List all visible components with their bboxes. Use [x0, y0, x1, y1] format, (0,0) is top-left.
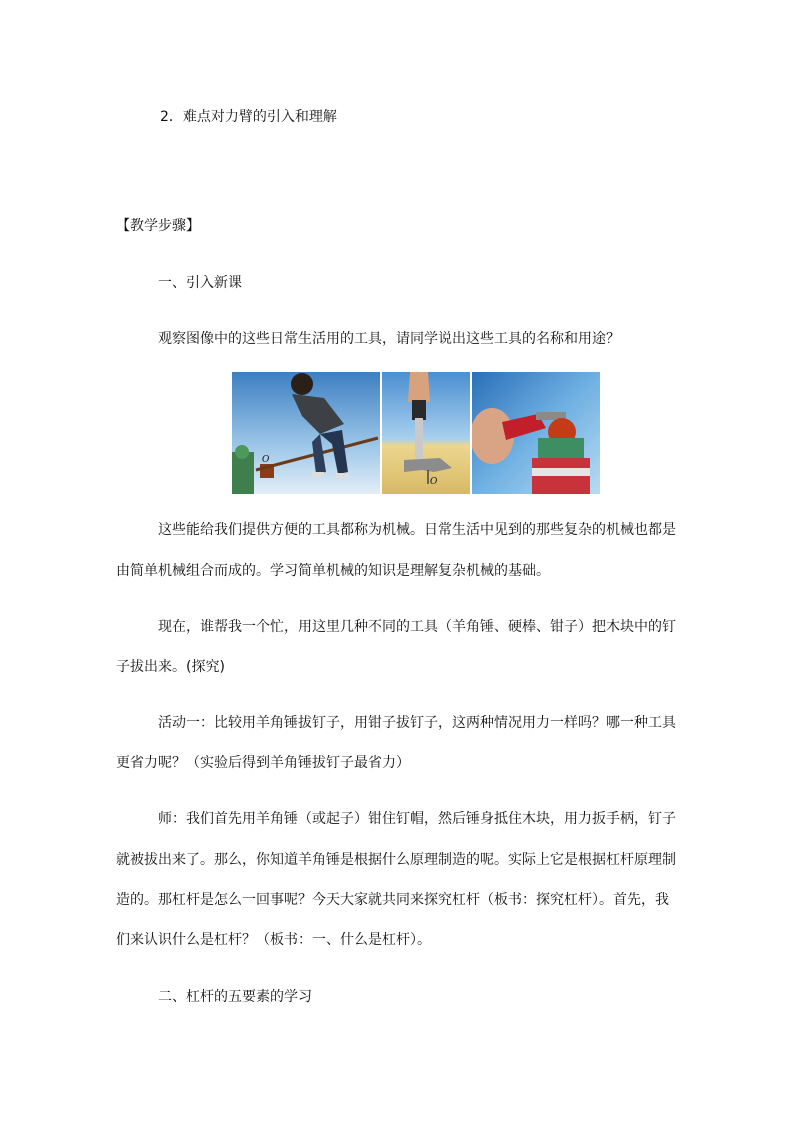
paragraph-teacher-line-4: 们来认识什么是杠杆？（板书：一、什么是杠杆）。 — [116, 932, 431, 948]
paragraph-activity-line-1: 活动一：比较用羊角锤拔钉子，用钳子拔钉子，这两种情况用力一样吗？哪一种工具 — [158, 715, 676, 731]
paragraph-teacher-line-2: 就被拔出来了。那么，你知道羊角锤是根据什么原理制造的呢。实际上它是根据杠杆原理制 — [116, 852, 676, 868]
paragraph-machines-line-1: 这些能给我们提供方便的工具都称为机械。日常生活中见到的那些复杂的机械也都是 — [158, 522, 676, 538]
tools-photo-strip — [232, 372, 600, 494]
paragraph-teacher-line-3: 造的。那杠杆是怎么一回事呢？今天大家就共同来探究杠杆（板书：探究杠杆）。首先，我 — [116, 892, 669, 908]
pivot-label-2: O — [430, 477, 438, 487]
photo-crowbar — [232, 372, 380, 494]
difficulty-item: 2．难点对力臂的引入和理解 — [160, 109, 337, 125]
paragraph-activity-line-2: 更省力呢？（实验后得到羊角锤拔钉子最省力） — [116, 755, 410, 771]
paragraph-help-line-2: 子拔出来。(探究) — [116, 659, 225, 675]
paragraph-help-line-1: 现在，谁帮我一个忙，用这里几种不同的工具（羊角锤、硬棒、钳子）把木块中的钉 — [158, 619, 676, 635]
section-heading-teaching-steps: 【教学步骤】 — [116, 218, 200, 234]
subheading-five-elements: 二、杠杆的五要素的学习 — [158, 989, 312, 1005]
paragraph-teacher-line-1: 师：我们首先用羊角锤（或起子）钳住钉帽，然后锤身抵住木块，用力扳手柄，钉子 — [158, 811, 676, 827]
photo-claw-hammer — [382, 372, 470, 494]
paragraph-machines-line-2: 由简单机械组合而成的。学习简单机械的知识是理解复杂机械的基础。 — [116, 563, 550, 579]
pivot-label-1: O — [262, 455, 270, 465]
subheading-intro: 一、引入新课 — [158, 275, 242, 291]
photo-bottle-opener — [472, 372, 600, 494]
paragraph-observe: 观察图像中的这些日常生活用的工具，请同学说出这些工具的名称和用途？ — [158, 331, 620, 347]
